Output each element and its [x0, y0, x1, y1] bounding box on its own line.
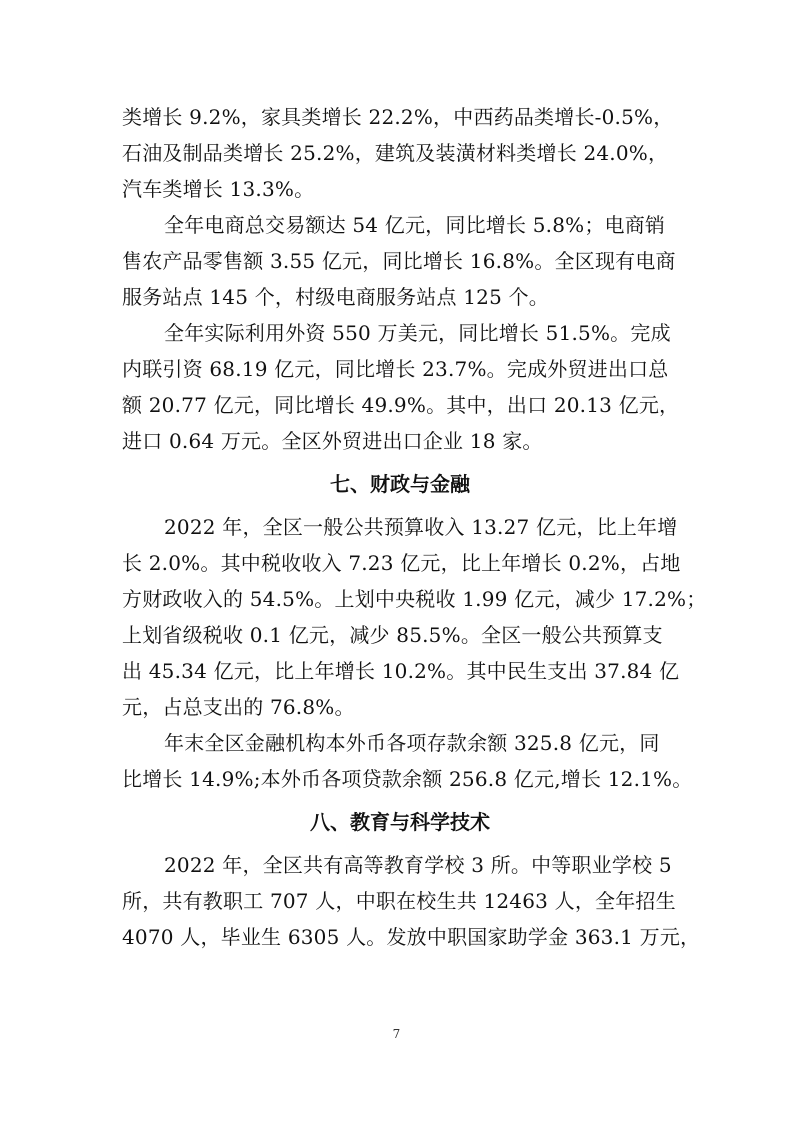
- paragraph-foreign-investment: 全年实际利用外资 550 万美元，同比增长 51.5%。完成: [164, 321, 671, 345]
- text-line: 售农产品零售额 3.55 亿元，同比增长 16.8%。全区现有电商: [122, 249, 676, 273]
- text-line: 4070 人，毕业生 6305 人。发放中职国家助学金 363.1 万元，: [122, 925, 701, 949]
- text-line: 服务站点 145 个，村级电商服务站点 125 个。: [122, 285, 549, 309]
- text-line: 方财政收入的 54.5%。上划中央税收 1.99 亿元，减少 17.2%；: [122, 587, 707, 611]
- paragraph-budget: 2022 年，全区一般公共预算收入 13.27 亿元，比上年增: [164, 515, 678, 539]
- text-line: 出 45.34 亿元，比上年增长 10.2%。其中民生支出 37.84 亿: [122, 659, 680, 683]
- paragraph-education: 2022 年，全区共有高等教育学校 3 所。中等职业学校 5: [164, 853, 672, 877]
- text-line: 元，占总支出的 76.8%。: [122, 695, 355, 719]
- paragraph-deposits: 年末全区金融机构本外币各项存款余额 325.8 亿元，同: [164, 731, 660, 755]
- text-line: 比增长 14.9%;本外币各项贷款余额 256.8 亿元,增长 12.1%。: [122, 767, 693, 791]
- text-line: 进口 0.64 万元。全区外贸进出口企业 18 家。: [122, 429, 543, 453]
- section-heading-finance: 七、财政与金融: [330, 472, 470, 496]
- text-line: 类增长 9.2%，家具类增长 22.2%，中西药品类增长-0.5%，: [122, 105, 674, 129]
- page-number: 7: [392, 1027, 401, 1041]
- paragraph-ecommerce: 全年电商总交易额达 54 亿元，同比增长 5.8%；电商销: [164, 213, 666, 237]
- document-body: [122, 99, 707, 955]
- text-line: 内联引资 68.19 亿元，同比增长 23.7%。完成外贸进出口总: [122, 357, 669, 381]
- text-line: 石油及制品类增长 25.2%，建筑及装潢材料类增长 24.0%，: [122, 141, 669, 165]
- text-line: 所，共有教职工 707 人，中职在校生共 12463 人，全年招生: [122, 889, 676, 913]
- text-line: 上划省级税收 0.1 亿元，减少 85.5%。全区一般公共预算支: [122, 623, 663, 647]
- section-heading-education: 八、教育与科学技术: [310, 810, 490, 834]
- text-line: 额 20.77 亿元，同比增长 49.9%。其中，出口 20.13 亿元，: [122, 393, 680, 417]
- text-line: 汽车类增长 13.3%。: [122, 177, 315, 201]
- text-line: 长 2.0%。其中税收收入 7.23 亿元，比上年增长 0.2%，占地: [122, 551, 681, 575]
